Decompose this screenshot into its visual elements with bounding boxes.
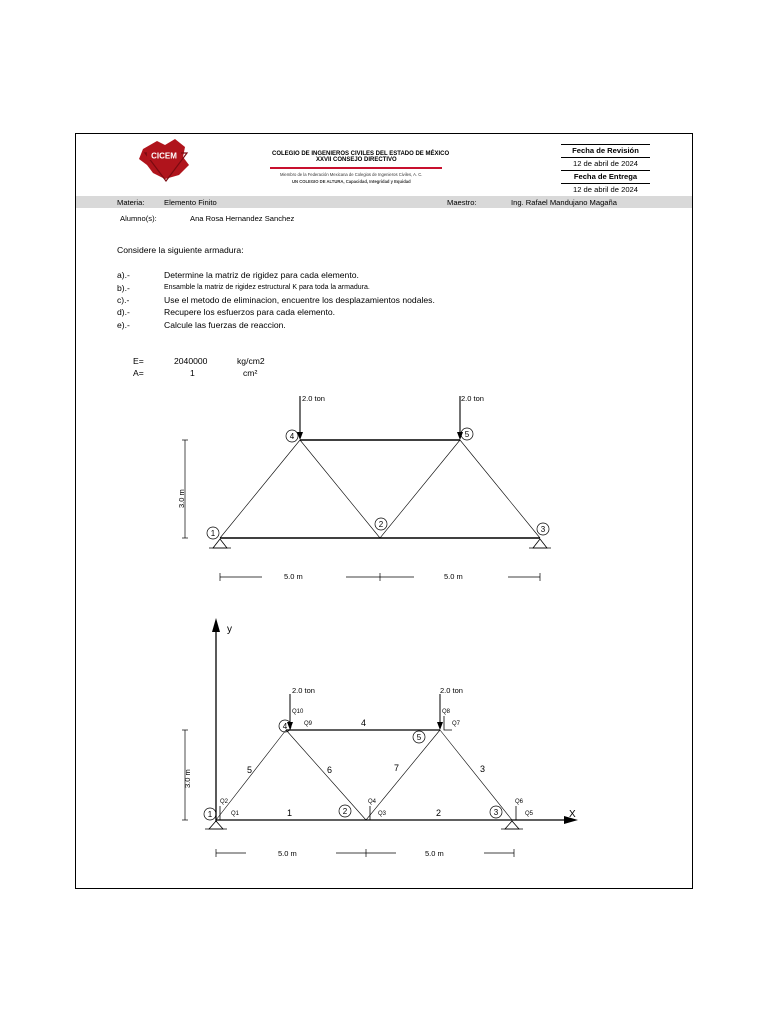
node-label: 4 bbox=[282, 722, 288, 731]
span-label: 5.0 m bbox=[284, 572, 303, 581]
dof-label: Q2 bbox=[220, 799, 229, 805]
revision-date: 12 de abril de 2024 bbox=[561, 157, 650, 170]
institution-council: XXVII CONSEJO DIRECTIVO bbox=[316, 157, 397, 163]
logo-text: CICEM bbox=[151, 151, 177, 161]
load-label: 2.0 ton bbox=[440, 686, 463, 695]
member-diagonal bbox=[366, 730, 440, 820]
dof-label: Q1 bbox=[231, 811, 240, 817]
load-label: 2.0 ton bbox=[302, 394, 325, 403]
load-label: 2.0 ton bbox=[461, 394, 484, 403]
element-label: 2 bbox=[436, 808, 442, 818]
delivery-date: 12 de abril de 2024 bbox=[561, 183, 650, 197]
y-axis-arrow-icon bbox=[212, 618, 220, 632]
student-label: Alumno(s): bbox=[120, 214, 157, 223]
area-value: 1 bbox=[190, 368, 195, 378]
modulus-value: 2040000 bbox=[174, 356, 208, 366]
area-unit: cm² bbox=[243, 368, 258, 378]
node-label: 2 bbox=[342, 807, 348, 816]
node-label: 4 bbox=[289, 432, 295, 441]
pin-support-icon bbox=[505, 821, 519, 829]
member-diagonal bbox=[440, 730, 512, 820]
institution-name: COLEGIO DE INGENIEROS CIVILES DEL ESTADO DE MÉXICO bbox=[272, 151, 450, 157]
institution-membership: Miembro de la Federación Mexicana de Colegios de Ingenieros Civiles, A. C. bbox=[280, 172, 423, 177]
dof-marker bbox=[516, 806, 524, 820]
item-label: b).- bbox=[117, 283, 130, 293]
modulus-label: E= bbox=[133, 356, 144, 366]
item-text: Ensamble la matriz de rigidez estructural K para toda la armadura. bbox=[164, 284, 370, 291]
dof-label: Q5 bbox=[525, 811, 534, 817]
dof-label: Q10 bbox=[292, 709, 304, 715]
span-label: 5.0 m bbox=[444, 572, 463, 581]
subject-value: Elemento Finito bbox=[164, 198, 217, 207]
element-label: 7 bbox=[394, 763, 400, 773]
span-label: 5.0 m bbox=[278, 849, 297, 858]
load-label: 2.0 ton bbox=[292, 686, 315, 695]
element-label: 4 bbox=[361, 718, 367, 728]
item-text: Recupere los esfuerzos para cada elemento. bbox=[164, 307, 336, 317]
member-diagonal bbox=[216, 730, 286, 820]
element-label: 1 bbox=[287, 808, 293, 818]
node-label: 1 bbox=[207, 810, 213, 819]
teacher-value: Ing. Rafael Mandujano Magaña bbox=[511, 198, 617, 207]
dof-label: Q9 bbox=[304, 721, 313, 727]
teacher-label: Maestro: bbox=[447, 198, 477, 207]
dof-label: Q3 bbox=[378, 811, 387, 817]
height-label: 3.0 m bbox=[183, 769, 192, 788]
node-label: 1 bbox=[210, 529, 216, 538]
member-diagonal bbox=[286, 730, 366, 820]
subject-label: Materia: bbox=[117, 198, 145, 207]
revision-label: Fecha de Revisión bbox=[561, 144, 650, 157]
student-value: Ana Rosa Hernandez Sanchez bbox=[190, 214, 295, 223]
item-text: Use el metodo de eliminacion, encuentre los desplazamientos nodales. bbox=[164, 295, 435, 305]
node-label: 3 bbox=[493, 808, 499, 817]
dof-label: Q4 bbox=[368, 799, 377, 805]
span-label: 5.0 m bbox=[425, 849, 444, 858]
x-axis-label: X bbox=[569, 809, 576, 820]
delivery-label: Fecha de Entrega bbox=[561, 170, 650, 183]
element-label: 3 bbox=[480, 764, 486, 774]
dof-marker bbox=[370, 806, 378, 820]
pin-support-icon bbox=[209, 821, 223, 829]
modulus-unit: kg/cm2 bbox=[237, 356, 265, 366]
node-label: 5 bbox=[416, 733, 422, 742]
dof-label: Q8 bbox=[442, 709, 451, 715]
dof-marker bbox=[444, 716, 452, 730]
node-label: 2 bbox=[378, 520, 384, 529]
height-label: 3.0 m bbox=[177, 489, 186, 508]
institution-motto: UN COLEGIO DE ALTURA, Capacidad, Integridad y Equidad bbox=[292, 179, 411, 184]
area-label: A= bbox=[133, 368, 144, 378]
problem-intro: Considere la siguiente armadura: bbox=[117, 245, 244, 255]
item-label: d).- bbox=[117, 307, 130, 317]
node-label: 5 bbox=[464, 430, 470, 439]
item-label: a).- bbox=[117, 270, 130, 280]
item-label: c).- bbox=[117, 295, 130, 305]
node-label: 3 bbox=[540, 525, 546, 534]
dof-label: Q7 bbox=[452, 721, 461, 727]
dof-label: Q6 bbox=[515, 799, 524, 805]
item-text: Determine la matriz de rigidez para cada elemento. bbox=[164, 270, 359, 280]
y-axis-label: y bbox=[227, 624, 232, 635]
element-label: 6 bbox=[327, 765, 333, 775]
element-label: 5 bbox=[247, 765, 253, 775]
item-label: e).- bbox=[117, 320, 130, 330]
item-text: Calcule las fuerzas de reaccion. bbox=[164, 320, 286, 330]
